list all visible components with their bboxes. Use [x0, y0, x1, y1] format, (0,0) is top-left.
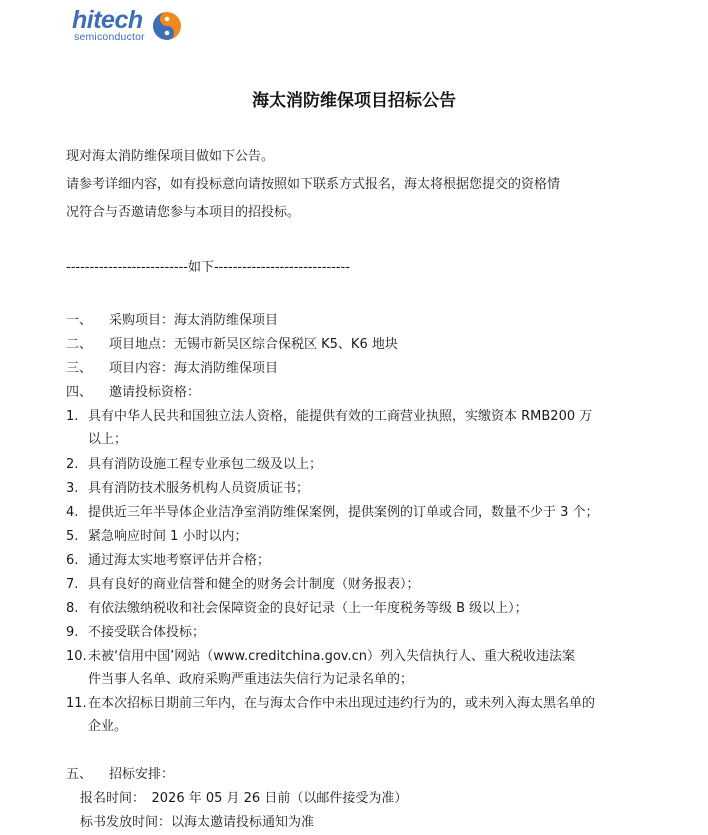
- requirement-3-number: 3.: [66, 481, 79, 496]
- requirement-8-number: 8.: [66, 601, 79, 616]
- requirement-4-number: 4.: [66, 505, 79, 520]
- section-2-number: 二、: [66, 337, 93, 352]
- requirement-9-line-1: 不接受联合体投标；: [88, 625, 206, 640]
- requirement-2-line-1: 具有消防设施工程专业承包二级及以上；: [88, 457, 323, 472]
- requirement-11-line-2: 企业。: [88, 719, 128, 734]
- requirement-9-number: 9.: [66, 625, 79, 640]
- requirement-5-line-1: 紧急响应时间 1 小时以内；: [88, 529, 248, 544]
- section-1-text: 采购项目：海太消防维保项目: [109, 313, 279, 328]
- registration-time: 报名时间： 2026 年 05 月 26 日前（以邮件接受为准）: [80, 791, 408, 806]
- requirement-3-line-1: 具有消防技术服务机构人员资质证书；: [88, 481, 310, 496]
- requirement-4-line-1: 提供近三年半导体企业洁净室消防维保案例，提供案例的订单或合同，数量不少于 3 个；: [88, 505, 599, 520]
- company-logo: [72, 8, 187, 48]
- section-5-number: 五、: [66, 767, 93, 782]
- requirement-1-line-1: 具有中华人民共和国独立法人资格，能提供有效的工商营业执照，实缴资本 RMB200 万: [88, 409, 593, 424]
- section-5-text: 招标安排：: [109, 767, 175, 782]
- intro-line-3: 况符合与否邀请您参与本项目的招投标。: [66, 205, 301, 220]
- section-divider: --------------------------如下-----------------------------: [66, 260, 351, 275]
- logo-wordmark: hitech: [72, 6, 143, 34]
- requirement-6-number: 6.: [66, 553, 79, 568]
- section-3-text: 项目内容：海太消防维保项目: [109, 361, 279, 376]
- requirement-7-line-1: 具有良好的商业信誉和健全的财务会计制度（财务报表）；: [88, 577, 420, 592]
- section-3-number: 三、: [66, 361, 93, 376]
- section-1-number: 一、: [66, 313, 93, 328]
- intro-line-1: 现对海太消防维保项目做如下公告。: [66, 149, 275, 164]
- section-2-text: 项目地点：无锡市新吴区综合保税区 K5、K6 地块: [109, 337, 398, 352]
- section-4-text: 邀请投标资格：: [109, 385, 201, 400]
- requirement-10-number: 10.: [66, 649, 87, 664]
- page-title: 海太消防维保项目招标公告: [252, 91, 456, 111]
- requirement-1-number: 1.: [66, 409, 79, 424]
- requirement-2-number: 2.: [66, 457, 79, 472]
- intro-line-2: 请参考详细内容，如有投标意向请按照如下联系方式报名，海太将根据您提交的资格情: [66, 177, 561, 192]
- requirement-10-line-1: 未被‘信用中国’网站（www.creditchina.gov.cn）列入失信执行人、重大税收违法案: [88, 649, 576, 664]
- requirement-11-line-1: 在本次招标日期前三年内，在与海太合作中未出现过违约行为的，或未列入海太黑名单的: [88, 696, 596, 711]
- requirement-10-line-2: 件当事人名单、政府采购严重违法失信行为记录名单的；: [88, 672, 414, 687]
- document-distribution-time: 标书发放时间：以海太邀请投标通知为准: [80, 815, 315, 830]
- requirement-8-line-1: 有依法缴纳税收和社会保障资金的良好记录（上一年度税务等级 B 级以上）；: [88, 601, 528, 616]
- requirement-11-number: 11.: [66, 696, 87, 711]
- logo-subtitle: semiconductor: [74, 31, 145, 43]
- requirement-6-line-1: 通过海太实地考察评估并合格；: [88, 553, 271, 568]
- requirement-5-number: 5.: [66, 529, 79, 544]
- requirement-7-number: 7.: [66, 577, 79, 592]
- logo-swirl-icon: [152, 11, 182, 41]
- requirement-1-line-2: 以上；: [88, 432, 128, 447]
- section-4-number: 四、: [66, 385, 93, 400]
